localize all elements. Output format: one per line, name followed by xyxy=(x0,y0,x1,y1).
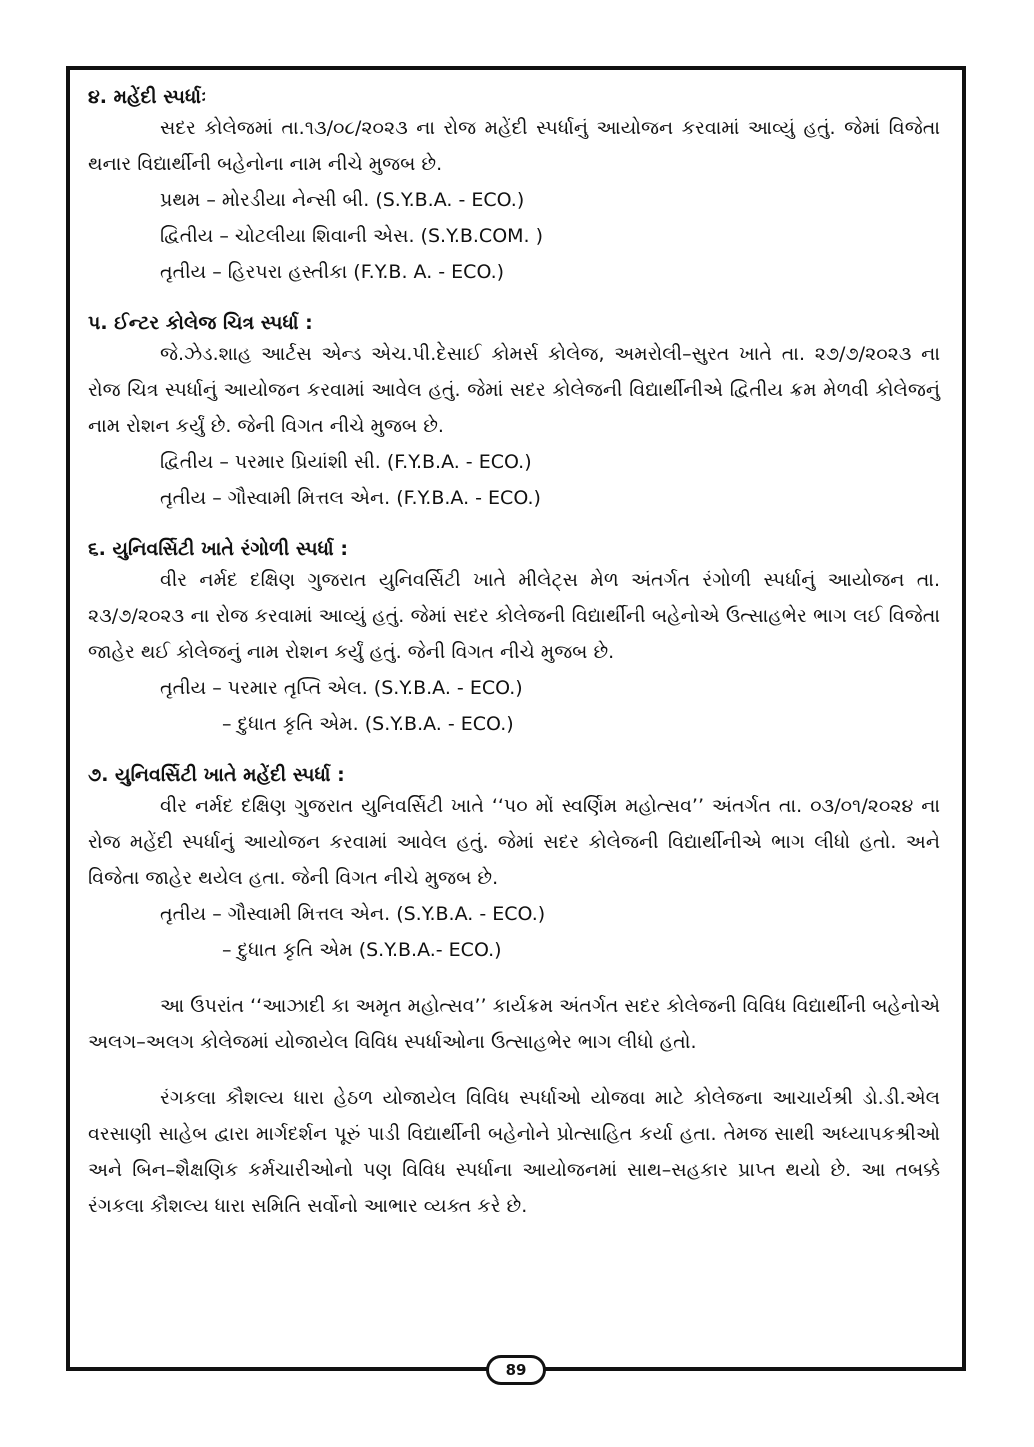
result-line: – દુધાત કૃતિ એમ. (S.Y.B.A. - ECO.) xyxy=(222,713,514,735)
section-paragraph: સદર કોલેજમાં તા.૧૩/૦૮/૨૦૨૩ ના રોજ મહેંદી સ્પર્ધાનું આયોજન કરવામાં આવ્યું હતું. જેમાં વિજેતા થનાર વિદ્યાર્થીની બહેનોના નામ નીચે મુજબ છે. xyxy=(88,117,940,175)
result-line: દ્વિતીય – ચોટલીયા શિવાની એસ. (S.Y.B.COM. ) xyxy=(160,225,544,247)
section-heading: ૬. યુનિવર્સિટી ખાતે રંગોળી સ્પર્ધા : xyxy=(88,538,348,560)
result-line: તૃતીય – પરમાર તૃપ્તિ એલ. (S.Y.B.A. - ECO.) xyxy=(160,677,523,699)
section-university-mehndi xyxy=(88,762,940,968)
section-paragraph: જે.ઝેડ.શાહ આર્ટસ એન્ડ એચ.પી.દેસાઈ કોમર્સ કોલેજ, અમરોલી–સુરત ખાતે તા. ૨૭/૭/૨૦૨૩ ના રોજ ચિત્ર સ્પર્ધાનું આયોજન કરવામાં આવેલ હતું. જેમાં સદર કોલેજની વિદ્યાર્થીનીએ દ્વિતીય ક્રમ મેળવી કોલેજનું નામ રોશન કર્યું છે. જેની વિગત નીચે મુજબ છે. xyxy=(88,343,940,437)
section-mehndi-competition xyxy=(88,84,940,290)
result-line: તૃતીય – હિરપરા હસ્તીકા (F.Y.B. A. - ECO.) xyxy=(160,261,505,283)
result-line: – દુધાત કૃતિ એમ (S.Y.B.A.- ECO.) xyxy=(222,939,502,961)
section-heading: પ. ઈન્ટર કોલેજ ચિત્ર સ્પર્ધા : xyxy=(88,312,313,334)
section-heading: ૭. યુનિવર્સિટી ખાતે મહેંદી સ્પર્ધા : xyxy=(88,764,345,786)
closing-paragraph: રંગકલા કૌશલ્ય ધારા હેઠળ યોજાયેલ વિવિધ સ્પર્ધાઓ યોજવા માટે કોલેજના આચાર્યશ્રી ડો.ડી.એલ વરસાણી સાહેબ દ્વારા માર્ગદર્શન પૂરું પાડી વિદ્યાર્થીની બહેનોને પ્રોત્સાહિત કર્યા હતા. તેમજ સાથી અધ્યાપકશ્રીઓ અને બિન–શૈક્ષણિક કર્મચારીઓનો પણ વિવિધ સ્પર્ધાના આયોજનમાં સાથ–સહકાર પ્રાપ્ત થયો છે. આ તબક્કે રંગકલા કૌશલ્ય ધારા સમિતિ સર્વોનો આભાર વ્યક્ત કરે છે. xyxy=(88,1087,940,1217)
closing-paragraph: આ ઉપરાંત ‘‘આઝાદી કા અમૃત મહોત્સવ’’ કાર્યક્રમ અંતર્ગત સદર કોલેજની વિવિધ વિદ્યાર્થીની બહેનોએ અલગ–અલગ કોલેજમાં યોજાયેલ વિવિધ સ્પર્ધાઓના ઉત્સાહભેર ભાગ લીધો હતો. xyxy=(88,995,940,1053)
section-inter-college-drawing xyxy=(88,310,940,516)
section-paragraph: વીર નર્મદ દક્ષિણ ગુજરાત યુનિવર્સિટી ખાતે ‘‘પ૦ મોં સ્વર્ણિમ મહોત્સવ’’ અંતર્ગત તા. ૦૩/૦૧/૨૦૨૪ ના રોજ મહેંદી સ્પર્ધાનું આયોજન કરવામાં આવેલ હતું. જેમાં સદર કોલેજની વિદ્યાર્થીનીએ ભાગ લીધો હતો. અને વિજેતા જાહેર થયેલ હતા. જેની વિગત નીચે મુજબ છે. xyxy=(88,795,940,889)
result-line: તૃતીય – ગૌસ્વામી મિત્તલ એન. (F.Y.B.A. - ECO.) xyxy=(160,487,541,509)
section-university-rangoli xyxy=(88,536,940,742)
result-line: તૃતીય – ગૌસ્વામી મિત્તલ એન. (S.Y.B.A. - ECO.) xyxy=(160,903,546,925)
section-paragraph: વીર નર્મદ દક્ષિણ ગુજરાત યુનિવર્સિટી ખાતે મીલેટ્સ મેળ અંતર્ગત રંગોળી સ્પર્ધાનું આયોજન તા. ૨૩/૭/૨૦૨૩ ના રોજ કરવામાં આવ્યું હતું. જેમાં સદર કોલેજની વિદ્યાર્થીની બહેનોએ ઉત્સાહભેર ભાગ લઈ વિજેતા જાહેર થઈ કોલેજનું નામ રોશન કર્યું હતું. જેની વિગત નીચે મુજબ છે. xyxy=(88,569,940,663)
section-heading: ૪. મહેંદી સ્પર્ધાઃ xyxy=(88,86,207,108)
result-line: પ્રથમ – મોરડીયા નેન્સી બી. (S.Y.B.A. - ECO.) xyxy=(160,189,525,211)
page-number: 89 xyxy=(486,1355,546,1385)
result-line: દ્વિતીય – પરમાર પ્રિયાંશી સી. (F.Y.B.A. - ECO.) xyxy=(160,451,532,473)
page-content xyxy=(88,84,940,1224)
